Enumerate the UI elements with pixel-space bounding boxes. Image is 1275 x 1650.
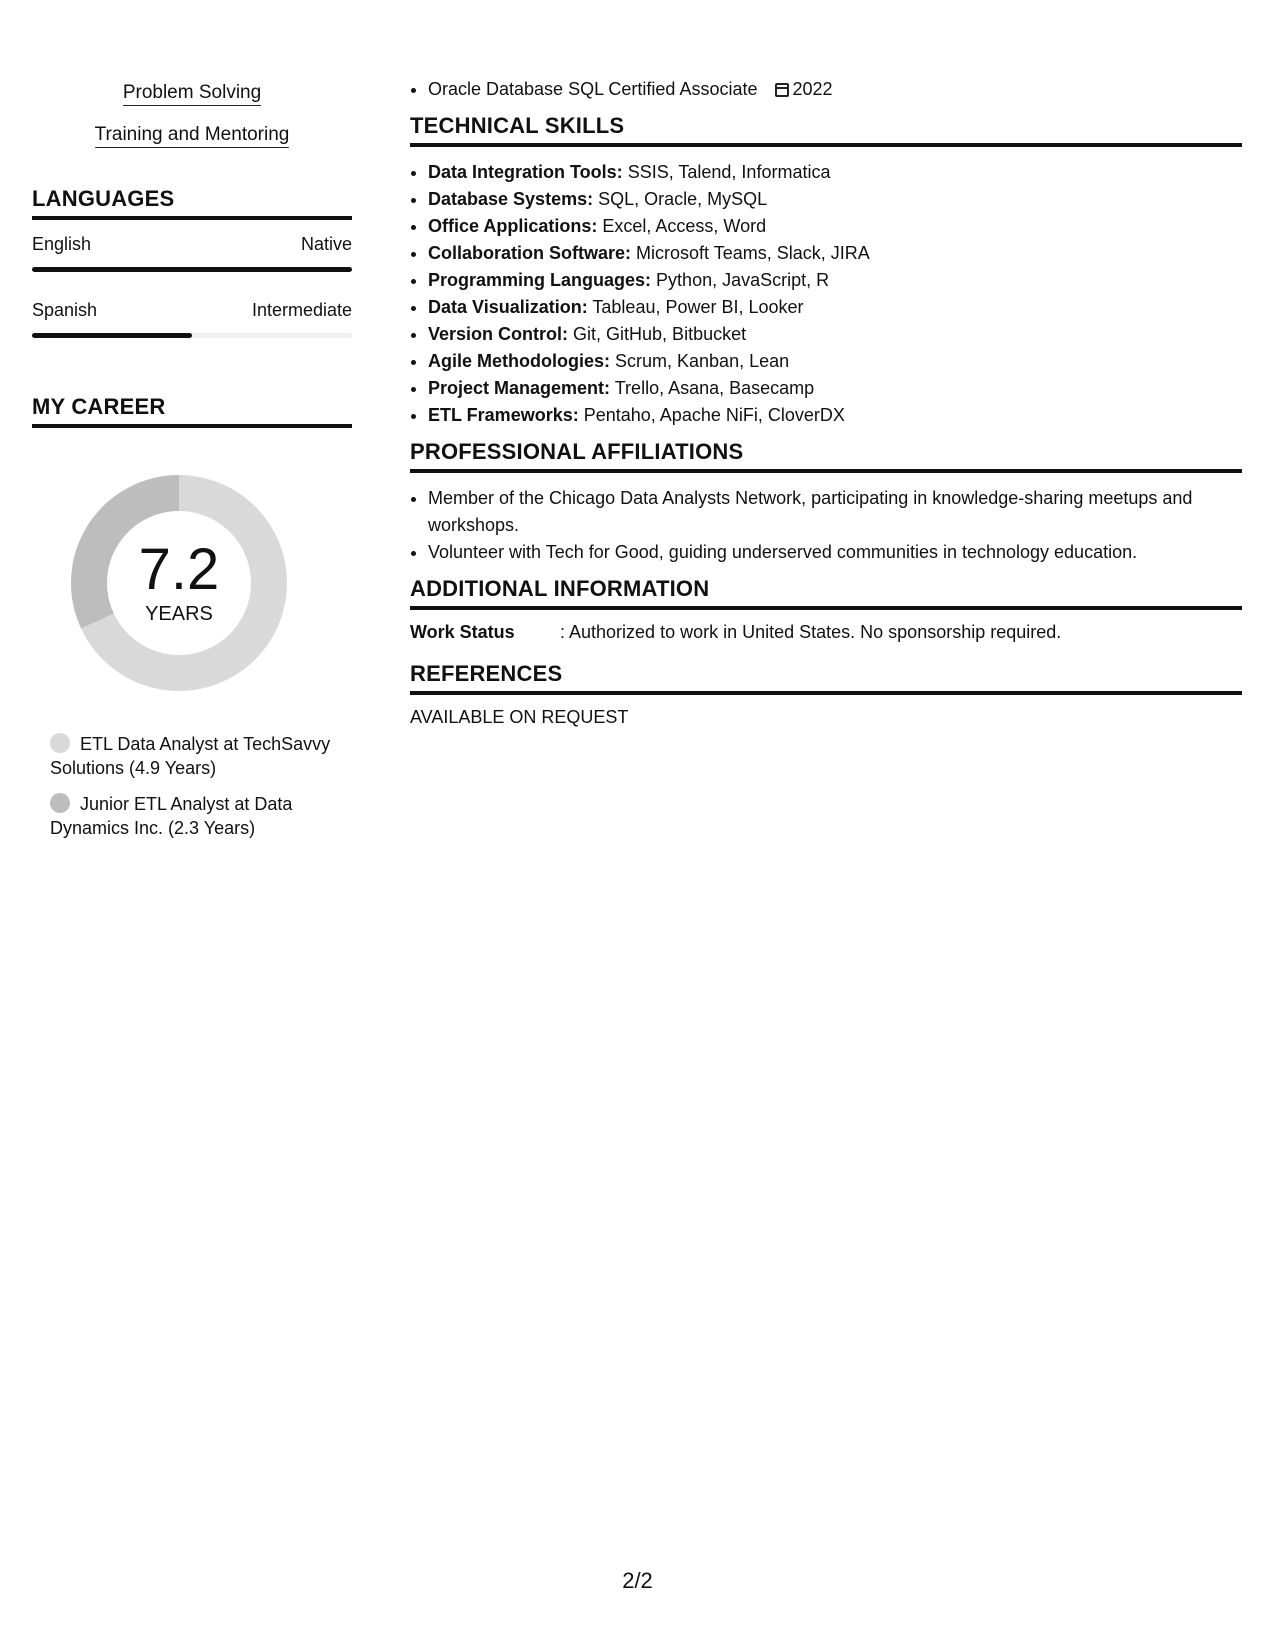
technical-skill-item [428, 186, 1242, 213]
technical-skill-value: Scrum, Kanban, Lean [615, 351, 790, 371]
affiliations-title: PROFESSIONAL AFFILIATIONS [410, 439, 1242, 473]
skill-link[interactable]: Training and Mentoring [32, 124, 352, 146]
certification-year: 2022 [792, 79, 833, 99]
career-title: MY CAREER [32, 394, 352, 428]
technical-skill-item [428, 213, 1242, 240]
legend-dot-icon [50, 733, 70, 753]
technical-skill-value: SSIS, Talend, Informatica [627, 162, 831, 182]
work-status-label: Work Status [410, 622, 515, 642]
technical-skill-value: Trello, Asana, Basecamp [614, 378, 815, 398]
technical-skill-item [428, 348, 1242, 375]
technical-skill-label: Data Visualization: [428, 297, 588, 317]
career-unit: YEARS [145, 602, 213, 625]
affiliation-item: • Volunteer with Tech for Good, guiding underserved communities in technology education. [428, 539, 1242, 566]
technical-skill-label: Programming Languages: [428, 270, 652, 290]
technical-skill-value: Pentaho, Apache NiFi, CloverDX [583, 405, 845, 425]
technical-skill-label: Agile Methodologies: [428, 351, 610, 371]
technical-skill-value: Excel, Access, Word [602, 216, 767, 236]
affiliation-item: • Member of the Chicago Data Analysts Network, participating in knowledge-sharing meetups and workshops. [428, 485, 1242, 539]
technical-skill-item [428, 159, 1242, 186]
main-content [410, 76, 1242, 728]
career-legend [50, 732, 352, 840]
certification-item [428, 76, 1242, 103]
language-bar [32, 267, 352, 272]
technical-skill-item [428, 294, 1242, 321]
technical-skill-value: Python, JavaScript, R [656, 270, 830, 290]
work-status-row [410, 622, 1242, 643]
affiliations-list [410, 485, 1242, 566]
languages-title: LANGUAGES [32, 186, 352, 220]
references-text: AVAILABLE ON REQUEST [410, 707, 629, 727]
calendar-icon [775, 83, 789, 97]
language-level: Intermediate [251, 300, 352, 320]
certification-name: Oracle Database SQL Certified Associate [428, 79, 758, 99]
work-status-value: : Authorized to work in United States. No sponsorship required. [560, 622, 1062, 642]
technical-skill-item [428, 240, 1242, 267]
additional-info-title: ADDITIONAL INFORMATION [410, 576, 1242, 610]
technical-skill-label: Database Systems: [428, 189, 594, 209]
career-legend-item: ETL Data Analyst at TechSavvy Solutions (4.9 Years) [50, 734, 331, 778]
language-level: Native [300, 234, 352, 254]
technical-skill-item [428, 321, 1242, 348]
language-bar [32, 333, 352, 338]
technical-skill-label: ETL Frameworks: [428, 405, 579, 425]
career-total: 7.2 [138, 536, 220, 602]
technical-skill-label: Version Control: [428, 324, 569, 344]
language-item [32, 234, 352, 272]
language-bar-fill [32, 267, 352, 272]
skill-link[interactable]: Problem Solving [32, 82, 352, 104]
technical-skill-value: Microsoft Teams, Slack, JIRA [636, 243, 870, 263]
language-bar-fill [32, 333, 192, 338]
technical-skills-title: TECHNICAL SKILLS [410, 113, 1242, 147]
certifications-list [410, 76, 1242, 103]
technical-skill-label: Office Applications: [428, 216, 598, 236]
page-number: 2/2 [622, 1568, 653, 1593]
technical-skill-label: Project Management: [428, 378, 611, 398]
technical-skill-value: Tableau, Power BI, Looker [592, 297, 804, 317]
language-name: English [32, 234, 92, 254]
technical-skills-list [410, 159, 1242, 429]
technical-skill-item [428, 402, 1242, 429]
sidebar [32, 82, 352, 852]
career-donut [64, 468, 294, 698]
technical-skill-value: Git, GitHub, Bitbucket [573, 324, 747, 344]
technical-skill-value: SQL, Oracle, MySQL [598, 189, 768, 209]
language-item [32, 300, 352, 338]
technical-skill-label: Collaboration Software: [428, 243, 632, 263]
career-legend-item: Junior ETL Analyst at Data Dynamics Inc. (2.3 Years) [50, 794, 293, 838]
references-title: REFERENCES [410, 661, 1242, 695]
technical-skill-item [428, 375, 1242, 402]
language-name: Spanish [32, 300, 98, 320]
technical-skill-label: Data Integration Tools: [428, 162, 623, 182]
legend-dot-icon [50, 793, 70, 813]
technical-skill-item [428, 267, 1242, 294]
